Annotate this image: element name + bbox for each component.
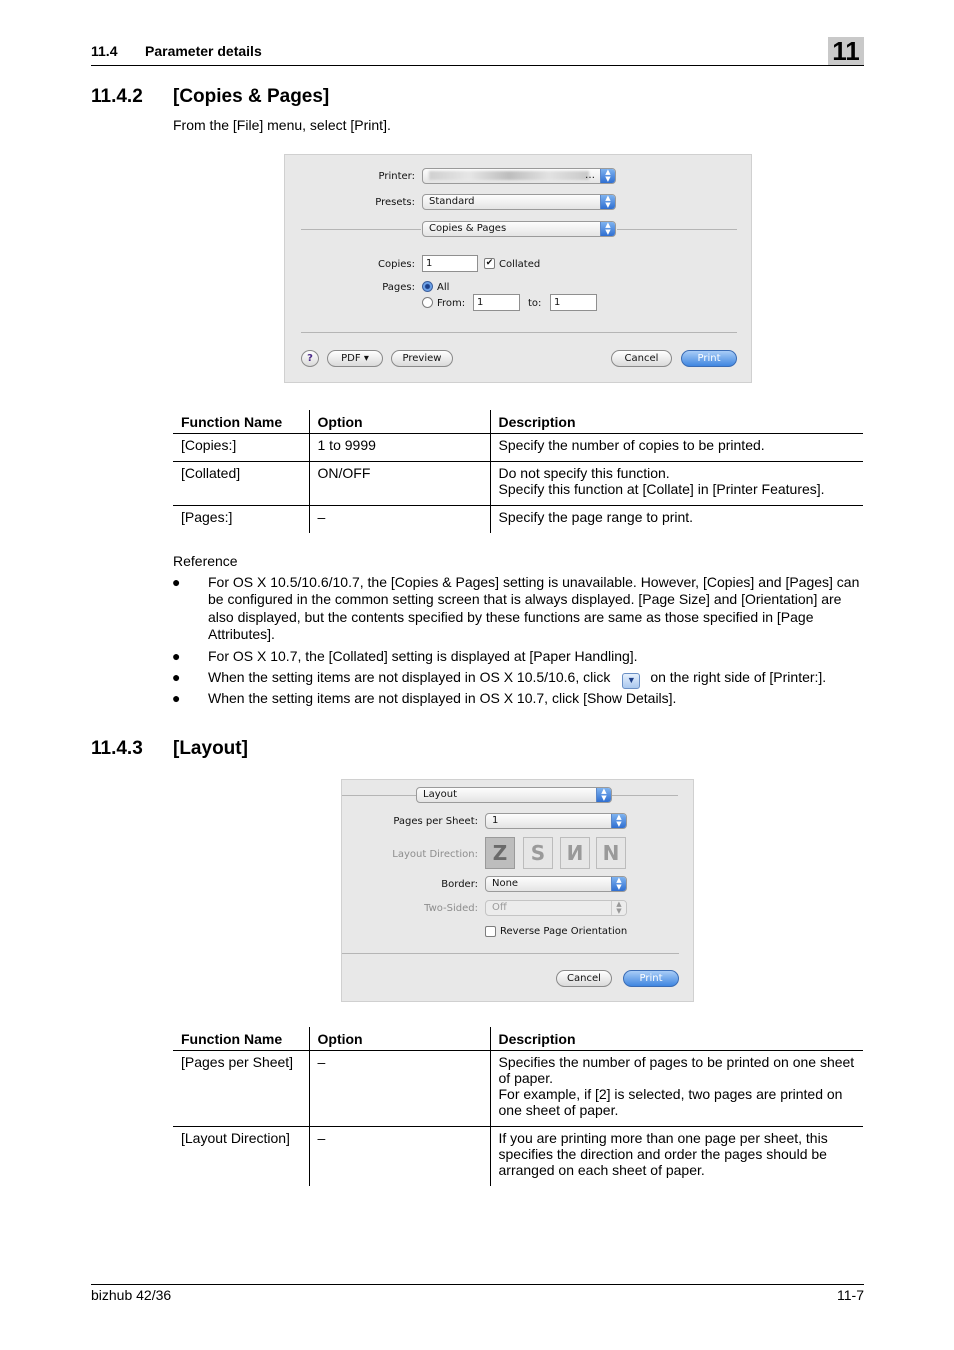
bullet-icon: ● bbox=[172, 690, 181, 706]
copies-label: Copies: bbox=[378, 259, 415, 270]
bullet-icon: ● bbox=[172, 669, 181, 685]
table-row: [Copies:] 1 to 9999 Specify the number of copies to be printed. bbox=[173, 434, 863, 462]
pages-per-sheet-popup[interactable]: 1 ▲ ▼ bbox=[485, 813, 627, 829]
print-dialog-layout bbox=[341, 779, 694, 1002]
section-number: 11.4.3 bbox=[91, 738, 143, 759]
footer-product: bizhub 42/36 bbox=[91, 1287, 172, 1303]
header-section-title: Parameter details bbox=[145, 43, 262, 59]
col-function-name: Function Name bbox=[173, 1027, 309, 1051]
table-row: [Layout Direction] – If you are printing more than one page per sheet, this specifies the direction and order the pages should be arranged on each sheet of paper. bbox=[173, 1127, 863, 1187]
col-option: Option bbox=[309, 1027, 490, 1051]
bullet-item: ● When the setting items are not displayed in OS X 10.5/10.6, click ▼ on the right side of [Printer:]. bbox=[172, 669, 862, 689]
table-row: [Pages per Sheet] – Specifies the number of pages to be printed on one sheet of paper. For example, if [2] is selected, two pages are printed on one sheet of paper. bbox=[173, 1051, 863, 1127]
footer-page-number: 11-7 bbox=[837, 1287, 864, 1303]
presets-popup[interactable]: Standard ▲ ▼ bbox=[422, 194, 616, 210]
cancel-button[interactable]: Cancel bbox=[556, 970, 612, 987]
printer-popup[interactable]: … ▲ ▼ bbox=[422, 168, 616, 184]
separator bbox=[301, 332, 737, 333]
section-heading-layout bbox=[91, 738, 248, 760]
reverse-orientation-label: Reverse Page Orientation bbox=[500, 926, 628, 937]
popup-arrows-icon: ▲ ▼ bbox=[600, 169, 615, 183]
printer-label: Printer: bbox=[378, 171, 415, 182]
popup-arrows-icon: ▲ ▼ bbox=[611, 814, 626, 828]
copies-pages-function-table bbox=[173, 410, 863, 533]
separator bbox=[617, 229, 737, 230]
presets-label: Presets: bbox=[375, 197, 415, 208]
section-number: 11.4.2 bbox=[91, 86, 143, 107]
printer-name-blurred bbox=[429, 171, 589, 180]
collated-checkbox[interactable] bbox=[484, 258, 495, 269]
border-label: Border: bbox=[441, 879, 478, 890]
disclosure-arrow-icon: ▼ bbox=[622, 673, 640, 689]
popup-arrows-icon: ▲ ▼ bbox=[611, 901, 626, 915]
copies-field[interactable]: 1 bbox=[422, 255, 478, 272]
separator bbox=[342, 953, 679, 954]
table-row: [Collated] ON/OFF Do not specify this function. Specify this function at [Collate] in [Printer Features]. bbox=[173, 462, 863, 506]
table-header-row bbox=[173, 1027, 863, 1051]
layout-function-table bbox=[173, 1027, 863, 1186]
popup-arrows-icon: ▲ ▼ bbox=[596, 788, 611, 802]
to-field[interactable]: 1 bbox=[550, 294, 597, 311]
two-sided-popup[interactable]: Off ▲ ▼ bbox=[485, 900, 627, 916]
popup-arrows-icon: ▲ ▼ bbox=[611, 877, 626, 891]
col-function-name: Function Name bbox=[173, 410, 309, 434]
pages-from-radio[interactable] bbox=[422, 297, 433, 308]
pages-per-sheet-label: Pages per Sheet: bbox=[393, 816, 478, 827]
separator bbox=[612, 795, 678, 796]
direction-n-icon[interactable]: N bbox=[596, 837, 626, 869]
pages-from-label: From: bbox=[437, 298, 466, 309]
col-description: Description bbox=[490, 410, 863, 434]
bullet-icon: ● bbox=[172, 648, 181, 664]
popup-arrows-icon: ▲ ▼ bbox=[600, 222, 615, 236]
section-heading-copies-pages bbox=[91, 86, 329, 108]
chapter-badge: 11 bbox=[828, 37, 864, 65]
two-sided-label: Two-Sided: bbox=[424, 903, 478, 914]
panel-popup[interactable]: Copies & Pages ▲ ▼ bbox=[422, 221, 616, 237]
direction-s-icon[interactable]: S bbox=[523, 837, 553, 869]
pdf-menu-button[interactable]: PDF ▾ bbox=[327, 350, 383, 367]
help-button[interactable]: ? bbox=[301, 350, 319, 367]
direction-z-icon[interactable]: Z bbox=[485, 837, 515, 869]
print-dialog-copies-pages bbox=[284, 154, 752, 383]
print-button[interactable]: Print bbox=[681, 350, 737, 367]
bullet-item: ● For OS X 10.5/10.6/10.7, the [Copies & Pages] setting is unavailable. However, [Copies] and [Pages] can be configured in the common setting screen that is always displayed. [Page Size] and [Orientation] are also displayed, but the contents specified by these functions are same as those specified in [Page Attributes]. bbox=[172, 574, 860, 643]
intro-text: From the [File] menu, select [Print]. bbox=[173, 117, 391, 133]
print-button[interactable]: Print bbox=[623, 970, 679, 987]
bullet-item: ● For OS X 10.7, the [Collated] setting is displayed at [Paper Handling]. bbox=[172, 648, 638, 664]
cancel-button[interactable]: Cancel bbox=[611, 350, 672, 367]
table-row: [Pages:] – Specify the page range to print. bbox=[173, 506, 863, 534]
section-title: [Copies & Pages] bbox=[173, 86, 330, 107]
header-section-number: 11.4 bbox=[91, 43, 118, 59]
border-popup[interactable]: None ▲ ▼ bbox=[485, 876, 627, 892]
table-header-row bbox=[173, 410, 863, 434]
pages-label: Pages: bbox=[382, 282, 415, 293]
collated-label: Collated bbox=[499, 259, 541, 270]
layout-direction-label: Layout Direction: bbox=[392, 849, 478, 860]
popup-arrows-icon: ▲ ▼ bbox=[600, 195, 615, 209]
checkmark-icon: ✔ bbox=[485, 258, 494, 268]
section-title: [Layout] bbox=[173, 738, 248, 759]
col-option: Option bbox=[309, 410, 490, 434]
separator bbox=[342, 795, 416, 796]
bullet-item: ● When the setting items are not displayed in OS X 10.7, click [Show Details]. bbox=[172, 690, 677, 706]
bullet-icon: ● bbox=[172, 574, 181, 590]
reverse-orientation-checkbox[interactable] bbox=[485, 926, 496, 937]
direction-reverse-n-icon[interactable]: И bbox=[560, 837, 590, 869]
panel-popup[interactable]: Layout ▲ ▼ bbox=[416, 787, 612, 803]
preview-button[interactable]: Preview bbox=[391, 350, 453, 367]
pages-all-radio[interactable] bbox=[422, 281, 433, 292]
to-label: to: bbox=[528, 298, 542, 309]
page-footer bbox=[91, 1284, 864, 1303]
running-header bbox=[91, 36, 864, 66]
separator bbox=[301, 229, 421, 230]
col-description: Description bbox=[490, 1027, 863, 1051]
pages-all-label: All bbox=[437, 282, 450, 293]
reference-label: Reference bbox=[173, 553, 238, 569]
from-field[interactable]: 1 bbox=[473, 294, 520, 311]
